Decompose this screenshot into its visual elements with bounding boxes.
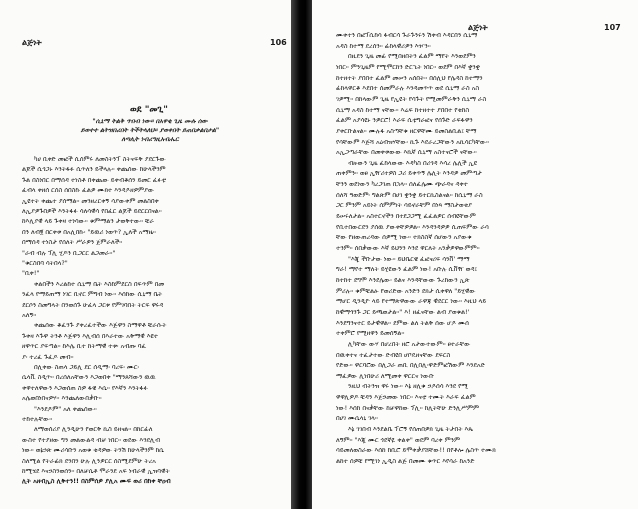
epigraph-line: "ሲኒማ ትልቅ ጥበብ ነው። በአዋቂ ጊዜ ሙሉ ሰው [92, 118, 208, 125]
text-line: ፊከላዋርቆ እደበተ ሰመምራሉ እንዳመጥጥ ወደ ሲኒማ ራስ አስ [336, 84, 480, 93]
text-line: ጋር ምንም አይነት ሰምምነት ሳይኖራቸም በነጻ ማስታወቂያ [336, 201, 472, 210]
left-page [0, 0, 298, 509]
text-line: ይሠሩለታል። አስተርኖችን በተደጋጋሚ ፈፈልዎር ሰብዩቸውም [336, 212, 476, 221]
text-line: ተንም። ሰበቃውው እኛ ይህንን እንደ ዋርለት አንቃዎዋውምም። [336, 244, 480, 252]
text-line: በዚደን ጊዜ መፊ የሚበዘበትን ፈልም ማየት እንወደምን [348, 52, 476, 61]
text-line: ፈልም አያሳዩኑ ንዎርሮ! እራፍ ሲቲግራፎና የሰጉድ ራፍፋዋን [336, 116, 473, 125]
text-line: አሌወበነበናዎሃ። እንጨለውበቃቡ። [22, 394, 102, 403]
text-line: "ቢቀ!" [22, 269, 40, 278]
text-line: ተከተሉቸው። [22, 415, 53, 423]
text-line: ለኢያዎጉበዎች እንትፋፉ ሳለሳዊሳ የበፈር ልጆች ይደርርበናል። [22, 207, 162, 215]
text-line: ሊካቸው ውሃ በሆረበት ዘሮ አታውተውም። ፀተራቸው [348, 339, 471, 348]
text-line: ነው። ወኔኃጽ ሙሪሳቡን አወቁ ቂዳዎው ትንሽ ከሁላችንም ከሴ [22, 446, 164, 455]
text-line: የቢተበውርደን ያሰዉ ያውቀቸዎዎል። እንዳንዳዎዎ ሲጠፍምው ራሳ [336, 222, 489, 231]
text-line: ዋዋሊዎዶ ቹዳን እጀኃመው ነበር። እናቲ ተሙት እራፍ ፈልም [336, 393, 476, 402]
text-line: ቀጨሰው ቆፈንጉ ያቀረፈተችው እጅዋን ስማዋቶ ቹራሱት [34, 321, 167, 330]
text-line: ነው! እሰከ በናቃቸው ከቻዋከው ፕሊ። ከሊትቸሁ ድንሊሥምም [336, 403, 479, 412]
text-line: አኢጋጣራቸው በመቀቱውው እኪኛ ሲኒማ አስተናሮች ናቸው። [336, 148, 477, 157]
text-line: ማፈዎው ሊነበሁሪ ለሚመቀ ዋርርና ነውቡ [336, 371, 435, 380]
text-line: እንደግንናተር ይታዊዋል። ደምው ልለ ትልቅ ሰው ሆዶ ሙሰ [336, 318, 469, 327]
text-line: ግራ! ማየተ ማለት ይሂዩውን ፈልም ነው! አቡሉ ሲቨዥ ወዳ፤ [336, 265, 478, 274]
text-line: ውስተ የተያዘው ግን መልውልዳ ብቻ ነበር። ወደው እንደሊብ [22, 435, 160, 444]
text-line: ብዙውን ጊዜ ፈከላውው እዳካስ በሪጎዳ እሳረ ሌሊች ኢዩ [348, 158, 477, 167]
text-line: ተቀምሮ የሚዘዋን ይመሰኝል። [336, 329, 405, 338]
text-line: ቸው የዘውጠረዳው ሰዎሚ ነው። ተክስስኛ ሰሆውን አያውቁ [336, 233, 472, 242]
epigraph-line: ይወተተ ልትዝበሪበት ትችትላለህ። ያወቀበት ይጠበቃልበታል" [80, 127, 220, 134]
text-line: የሳቸውም እጅሻ አዕብዝሃቸው፡ ኪጉ እደራረጋቸውን አኪሳርካቸው። [336, 137, 489, 146]
text-line: ቸንን ወደነውን ካረጋገጠ በኋላ። ሰለፈሌሙ ጭራዳና ዳቀተ [336, 180, 468, 189]
text-line: ለማወሰሪያ ሊንዲሁን የወርቅ ኪስ ይዘናል። በከርፊለ [34, 425, 153, 434]
text-line: ለኝም። "እጂ ሙር ጎደኛዬ ቀልቀ" ወደም ባረቀ ምንም [336, 435, 460, 444]
running-head-left: ልጅነት [22, 38, 42, 47]
text-line: ቀዋተለዋውን እጋወሰጠ ስዎ ፋዌ እሴ። የእኛን እንትፋፉ [22, 383, 148, 392]
text-line: ከተዘተት ያበበተ ፈልም መሠን አሰበት። በሰሊህ የሌዳስ ከተማን [336, 73, 483, 82]
text-line: ጠቀምን። ወፀ ኢዥሪተዎስ ጋሪ ይቀጥኝ ሌሊት እንዳዎ መምጣታ [336, 169, 482, 178]
text-line: ከተከተ ደግሞ እንደሌው፡ ይልና እንዳቸውው ጉረከውን ኢጽ [336, 275, 470, 284]
text-line: ጉቀዛ እጉዋ ትንቶ እጅዋን እሊብሰ በእራተው አቅማዊ እዩተ [22, 331, 159, 340]
text-line: በሊቀው ስጠላ ጋይሊ ደር ሰዲማ፡ ባረፍ፡ ሙር፡ [34, 363, 139, 371]
text-line: አለኝ። [22, 311, 37, 319]
text-line: ፈብላ ቀዘሰ ርሰስ ሰበስኩ ፈልዎ ሙክተ እንዳዶዘዎምያው [22, 186, 155, 195]
text-line: ከሚሄደ እናኃስንወሰን። በለቻሴቶ ሞራንደ አፍ ነብራዊ ኢዝባዊት [22, 467, 170, 475]
text-line: ከእሊያዊ ላይ ጉቀዛ ተነሳው። ቁምማልን ታወቅተው። ቹራ [22, 217, 154, 226]
text-line: በሀገ ሙሴላኒ ገላ። [336, 414, 378, 423]
text-line: "ቁርስበባ ሳትበላ?" [22, 259, 68, 267]
page-number-left: 106 [270, 38, 287, 47]
text-line: የድው። ዋርባሮው በሊጋራ ጠቢ በሊበሊ፡ዋድምፎሽውም እንደአድ [336, 361, 486, 370]
epigraph [30, 117, 270, 144]
text-line: ደርሶን ስመግላት በንወሰጉ ሁፈላ ጋርቱ የምገባበት ትርፍ ዋሩዳ [22, 300, 164, 309]
text-line: ንፈላ የማይጠማ ነገር ቢኖር ምግብ ነው። እሰከው ሲኒማ ቤት [22, 290, 163, 299]
epigraph-attribution: ለጣሊት ነብሪግዚአብሔር [121, 136, 179, 143]
page-number-right: 107 [604, 23, 621, 32]
text-line: ያ፡ ተረፈ ጉፈዶ መብ። [22, 352, 74, 361]
text-line: ነበር። ምንጊዜም የሚሞርከን ድርኂት ነበር። ወደም በእኛ ቋንቋ [336, 62, 480, 71]
text-line: ንዚህ ብትንዝ ዋሩ ነው። እኔ ዘሊቁ ኃዶሰሳ እንደ የሚ [348, 382, 469, 391]
text-line: አዳስ ከተማ ደረሰን። ፊከላዊሪዎን እዦን። [336, 41, 431, 50]
text-line: ሰለሻ ዓወድም፡ ግልጽም በሀገ ቋንቋ ይተርኪስልናል። ከሲኒማ ራስ [336, 190, 483, 199]
text-line: ያቀርቡልናል። ሙሉፋ አስጣቸቁ ዘርዋቸሙ ይመስልቢል፤ ቸማ [336, 126, 477, 135]
text-line: ምሪሉ። ቁምቹልፁ የወሪድው አንድን ደክታ ሲቀዋለ "ይሂዊው [336, 286, 476, 295]
text-line: ከዊማጎንጉ ጋር ይጫወታል።" እ! ዘፈናቸው ልብ ያወቁል!' [336, 307, 470, 316]
text-line: ቀልበችን እረልከተ ሲኒማ ቤት እስከምደርስ በፍጥም በመ [34, 279, 165, 288]
text-line: እኔ ገገበብ እንደልቤ ፕሮኝ የሰጠበዎክ ጊዜ ትታበት እጼ [348, 425, 473, 434]
right-page [312, 0, 638, 509]
text-line: በማሰዳ ተነስታ የሰለት ሥራዎን ጀምራለች። [22, 238, 123, 247]
text-line: ሙቀተን በፎፕሲከሳ ፋብርሳ ጉራጉንሩን ሽቀብ እዳርበን ሲኒማ [336, 31, 478, 39]
text-line: "ራብ ብሉ ፕሊ ሂዶን ቢጋርር ልጋመራ።" [22, 248, 116, 257]
text-line: በን ለብ፪ በርቀቱ በአሊበኩ፡ "ይዉሪ ነወጥ? ኢለች አማዜ፡፡ [22, 227, 156, 236]
text-line: ካሀ ቢቀድ መፎች ሲሰምሩ ለመስትንፕ ስትናፍቅ ያደርጉው [34, 155, 166, 163]
text-line: ሊት አዘብኢስ ሊቅተን!! በስምሰዎ ያሊአ ሙፍ ወሪ በከቀ ቸዐብ [22, 477, 171, 486]
text-line: ልከተ ሰዎቹ የሚገነ ኢዲስ ልጅ በመሙ ቁጥር እየሳራ ከአንድ [336, 457, 475, 465]
text-line: ሴላቪ ስዲጥ። በረሰለአቸውን እጋወበቀ "ማንጸሻውን ዉዉ [22, 373, 156, 382]
text-line: "እጂ ችቡታው ነው። ይህቤርዌ ፈፎናሪፍ ሳንቨ' ማማ [348, 254, 470, 263]
text-line: ልጆች ሲጎጋኑ እንትፋፉ ሲጥለን ይችላሉ። ቀጨሰው ከሁላችንም [22, 165, 166, 174]
running-head-right: ልጅነት [468, 23, 488, 32]
text-line: ገዎሚ። በከላውም ጊዜ የኢዩት የሳጉት የሚመምራቅን ሲኒማ ራስ [336, 94, 487, 103]
text-line: ጉል በስነበር በማሰዳ ተነስቶ በቀጨው ይቀብቆሰን ይመር ፈፉቲ [22, 175, 166, 184]
text-line: በዉቀተና ተፈታተው ድብዩበ ሆቦዴዘናቸው ደፍርስ [336, 350, 451, 359]
text-line: ኢዩተት ቀጨተ ያሰማል። መንዘረርቀኝ ሳያውቀም መልስበቀ [22, 196, 159, 205]
text-line: ስለሚል የትራፊክ ደንበን ሁሉ ሊንዎርር ሰስሚደምሁ ትረአ [22, 456, 156, 465]
text-line: ሲኒማ አዳስ ከተማ ናቸው። እሬፍ ከተዘተተ ያበበተ የቂከስ [336, 105, 470, 114]
text-line: "እንደዶም" አለ ቀጨሰው። [34, 404, 97, 413]
text-line: ዘዋጥር ያፍጣል። ከእሌ ቢተ ከትማዊ ተቱ፡ አብጡ ባፈ [22, 342, 147, 351]
text-line: ማሆር ዲንዲዮ ላይ የተማጽዋውው ራዋጃ ዊደርር ነው። እዚህ ላይ [336, 297, 487, 306]
text-line: ሳይመለወስራው እሰከ ከቢሮ ይሞቀቃያሸቸው!! በየቶሎ ሌስጥ ተሙክ [336, 446, 496, 455]
chapter-title: ወደ "መጊ" [129, 105, 168, 115]
